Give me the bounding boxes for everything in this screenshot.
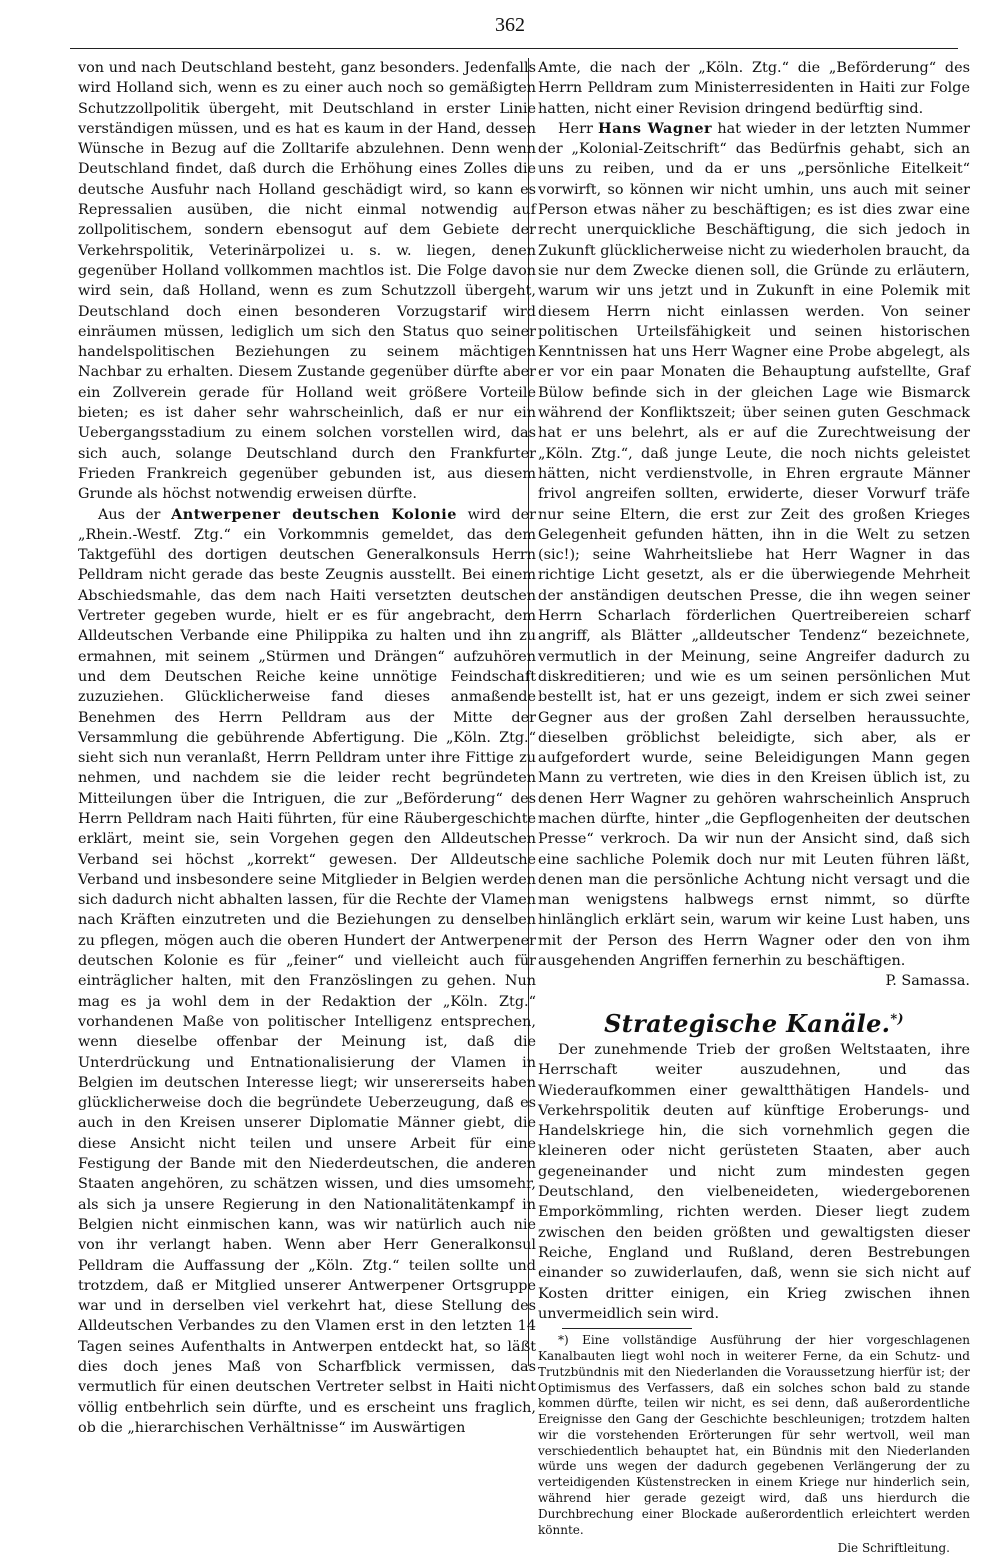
right-column bbox=[538, 58, 970, 1556]
left-column bbox=[78, 58, 536, 1438]
section-title-text: Strategische Kanäle. bbox=[604, 1008, 891, 1038]
antwerp-colony-heading: Antwerpener deutschen Kolonie bbox=[171, 505, 457, 523]
header-rule bbox=[70, 48, 958, 49]
footnote-signature: Die Schriftleitung. bbox=[837, 1541, 950, 1556]
author-signature: P. Samassa. bbox=[885, 973, 970, 990]
right-paragraph-1: Amte, die nach der „Köln. Ztg.“ die „Beförderung“ des Herrn Pelldram zum Ministerresidenten in Haiti zur Folge hatten, nicht einer Revision dringend bedürftig sind. bbox=[538, 60, 970, 117]
right-paragraph-2-body: hat wieder in der letzten Nummer der „Kolonial-Zeitschrift“ das Bedürfnis gehabt, sich an uns zu reiben, und da er uns „persönliche Eitelkeit“ vorwirft, so können wir nicht umhin, uns auch mit seiner Person etwas näher zu beschäftigen; es ist dies zwar eine recht unerquickliche Beschäftigung, die sich jedoch in Zukunft glücklicherweise nicht zu wiederholen braucht, da sie nur dem Zwecke dienen soll, die Gründe zu erläutern, warum wir uns jetzt und in Zukunft in eine Polemik mit diesem Herrn nicht einlassen werden. Von seiner politischen Urteilsfähigkeit und seinen historischen Kenntnissen hat uns Herr Wagner eine Probe abgelegt, als er vor ein paar Monaten die Behauptung aufstellte, Graf Bülow befinde sich in der gleichen Lage wie Bismarck während der Konfliktszeit; über seinen guten Geschmack hat er uns belehrt, als er auf die Zurechtweisung der „Köln. Ztg.“, daß junge Leute, die noch nichts geleistet hätten, nicht verdienstvolle, in Ehren ergraute Männer frivol angreifen sollten, erwiderte, dieser Vorwurf träfe nur seine Eltern, die erst zur Zeit des großen Krieges Gelegenheit gefunden hätten, ihn in die Welt zu setzen (sic!); seine Wahrheitsliebe hat Herr Wagner in das richtige Licht gesetzt, als er die überwiegende Mehrheit der anständigen deutschen Presse, die ihn wegen seiner Herrn Scharlach förderlichen Quertreibereien scharf angriff, als Blätter „alldeutscher Tendenz“ bezeichnete, vermutlich in der Meinung, seine Angreifer dadurch zu diskreditieren; und wie es um seinen persönlichen Mut bestellt ist, hat er uns gezeigt, indem er sich zwei seiner Gegner aus der großen Zahl derselben heraussuchte, dieselben gröblichst beleidigte, sich aber, als er aufgefordert wurde, seine Beleidigungen Mann gegen Mann zu vertreten, wie dies in den Kreisen üblich ist, zu denen Herr Wagner zu gehören wahrscheinlich Anspruch machen dürfte, hinter „die Gepflogenheiten der deutschen Presse“ verkroch. Da wir nun der Ansicht sind, daß sich eine sachliche Polemik doch nur mit Leuten führen läßt, denen man die persönliche Achtung nicht versagt und die man wenigstens halbwegs ernst nimmt, so dürfte hinlänglich erklärt sein, warum wir keine Lust haben, uns mit der Person des Herrn Wagner oder den von ihm ausgehenden Angriffen fernerhin zu beschäftigen. bbox=[538, 120, 970, 970]
left-paragraph-2-body: wird der „Rhein.-Westf. Ztg.“ ein Vorkommnis gemeldet, das dem Taktgefühl des dortigen deutschen Generalkonsuls Herrn Pelldram nicht gerade das beste Zeugnis ausstellt. Bei einem Abschiedsmahle, das dem nach Haiti versetzten deutschen Vertreter gegeben wurde, hielt er es für angebracht, dem Alldeutschen Verbande eine Philippika zu halten und ihn zu ermahnen, mit seinem „Stürmen und Drängen“ aufzuhören und dem Deutschen Reiche keine unnötige Feindschaft zuzuziehen. Glücklicherweise fand dieses anmaßende Benehmen des Herrn Pelldram aus der Mitte der Versammlung die gebührende Abfertigung. Die „Köln. Ztg.“ sieht sich nun veranlaßt, Herrn Pelldram unter ihre Fittige zu nehmen, und nachdem sie die leider recht begründeten Mitteilungen über die Intriguen, die zur „Beförderung“ des Herrn Pelldram nach Haiti führten, für eine Räubergeschichte erklärt, meint sie, sein Vorgehen gegen den Alldeutschen Verband sei höchst „korrekt“ gewesen. Der Alldeutsche Verband und insbesondere seine Mitglieder in Belgien werden sich dadurch nicht abhalten lassen, für die Rechte der Vlamen nach Kräften einzutreten und die Beziehungen zu denselben zu pflegen, mögen auch die oberen Hundert der Antwerpener deutschen Kolonie es für „feiner“ und vielleicht auch für einträglicher halten, mit den Französlingen zu gehen. Nun mag es ja wohl dem in der Redaktion der „Köln. Ztg.“ vorhandenen Maße von politischer Intelligenz entsprechen, wenn dieselbe offenbar der Meinung ist, daß die Unterdrückung und Entnationalisierung der Vlamen in Belgien im deutschen Interesse liegt; wir unsererseits haben glücklicherweise doch die begründete Ueberzeugung, daß es auch in den Kreisen unserer Diplomatie Männer giebt, die diese Ansicht nicht teilen und unsere Arbeit für eine Festigung der Bande mit den Niederdeutschen, die anderen Staaten angehören, zu schätzen wissen, und dies umsomehr, als sich ja unsere Regierung in den Nationalitätenkampf in Belgien nicht einmischen kann, was wir natürlich auch nie von ihr verlangt haben. Wenn aber Herr Generalkonsul Pelldram die Auffassung der „Köln. Ztg.“ teilen sollte und trotzdem, daß er Mitglied unserer Antwerpener Ortsgruppe war und in derselben viel verkehrt hat, diese Stellung des Alldeutschen Verbandes zu den Vlamen erst in den letzten 14 Tagen seines Aufenthalts in Antwerpen entdeckt hat, so läßt dies doch jenes Maß von Scharfblick vermissen, das vermutlich für einen deutschen Vertreter selbst in Haiti nicht völlig entbehrlich sein dürfte, und es erscheint uns fraglich, ob die „hierarchischen Verhältnisse“ im Auswärtigen bbox=[78, 506, 536, 1436]
left-paragraph-2 bbox=[78, 505, 536, 1439]
footnote-rule bbox=[562, 1328, 692, 1329]
left-paragraph-2-intro: Aus der bbox=[98, 506, 161, 523]
left-paragraph-1: von und nach Deutschland besteht, ganz besonders. Jedenfalls wird Holland sich, wenn es zu einer auch noch so gemäßigten Schutzzollpolitik übergeht, mit Deutschland in erster Linie verständigen müssen, und es hat es kaum in der Hand, dessen Wünsche in Bezug auf die Zolltarife abzulehnen. Denn wenn Deutschland findet, daß durch die Erhöhung eines Zolles die deutsche Ausfuhr nach Holland geschädigt wird, so kann es Repressalien ausüben, die nicht einmal notwendig auf zollpolitischem, sondern ebensogut auf dem Gebiete der Verkehrspolitik, Veterinärpolizei u. s. w. liegen, denen gegenüber Holland vollkommen machtlos ist. Die Folge davon wird sein, daß Holland, wenn es zum Schutzzoll übergeht, Deutschland doch einen besonderen Vorzugstarif wird einräumen müssen, lediglich um sich den Status quo seiner handelspolitischen Beziehungen zu seinem mächtigen Nachbar zu erhalten. Diesem Zustande gegenüber dürfte aber ein Zollverein gerade für Holland weit größere Vorteile bieten; es ist daher sehr wahrscheinlich, daß er nur ein Uebergangsstadium zu einem solchen vorstellen wird, das sich auch, solange Deutschland durch den Frankfurter Frieden Frankreich gegenüber gebunden ist, aus diesem Grunde als höchst notwendig erweisen dürfte. bbox=[78, 60, 536, 503]
right-paragraph-3: Der zunehmende Trieb der großen Weltstaaten, ihre Herrschaft weiter auszudehnen, und das Wiederaufkommen einer gewaltthätigen Handels- und Verkehrspolitik deuten auf künftige Eroberungs- und Handelskriege hin, die sich vornehmlich gegen die kleineren oder nicht gerüsteten Staaten, aber auch gegeneinander und nicht zum mindesten gegen Deutschland, den vielbeneideten, wiedergeborenen Emporkömmling, richten werden. Dieser liegt zudem zwischen den beiden größten und gewaltigsten dieser Reiche, England und Rußland, deren Bestrebungen einander so zuwiderlaufen, daß, wenn sie sich nicht auf Kosten dritter einigen, ein Krieg zwischen ihnen unvermeidlich sein wird. bbox=[538, 1041, 970, 1322]
hans-wagner-name: Hans Wagner bbox=[598, 119, 713, 137]
right-paragraph-2 bbox=[538, 119, 970, 971]
section-title bbox=[538, 1008, 970, 1038]
right-paragraph-2-intro: Herr bbox=[558, 120, 593, 137]
footnote-text: *) Eine vollständige Ausführung der hier vorgeschlagenen Kanalbauten liegt wohl noch in weiterer Ferne, da ein Schutz- und Trutzbündnis mit den Niederlanden die Voraussetzung hierfür ist; der Optimismus des Verfassers, daß ein solches schon bald zu stande kommen dürfte, teilen wir nicht, es sei denn, daß außerordentliche Ereignisse den Gang der Geschichte beschleunigen; trotzdem halten wir die vorstehenden Erörterungen für sehr wertvoll, weil man verschiedentlich behauptet hat, ein Bündnis mit den Niederlanden würde uns wegen der dadurch gegebenen Verlängerung der zu verteidigenden Küstenstrecken in einem Kriege nur hinderlich sein, während hier gerade gezeigt wird, daß uns hierdurch die Durchbrechung einer Blockade außerordentlich erleichtert werden könnte. bbox=[538, 1333, 970, 1537]
footnote-marker: *) bbox=[890, 1011, 904, 1027]
page-number: 362 bbox=[495, 14, 525, 36]
